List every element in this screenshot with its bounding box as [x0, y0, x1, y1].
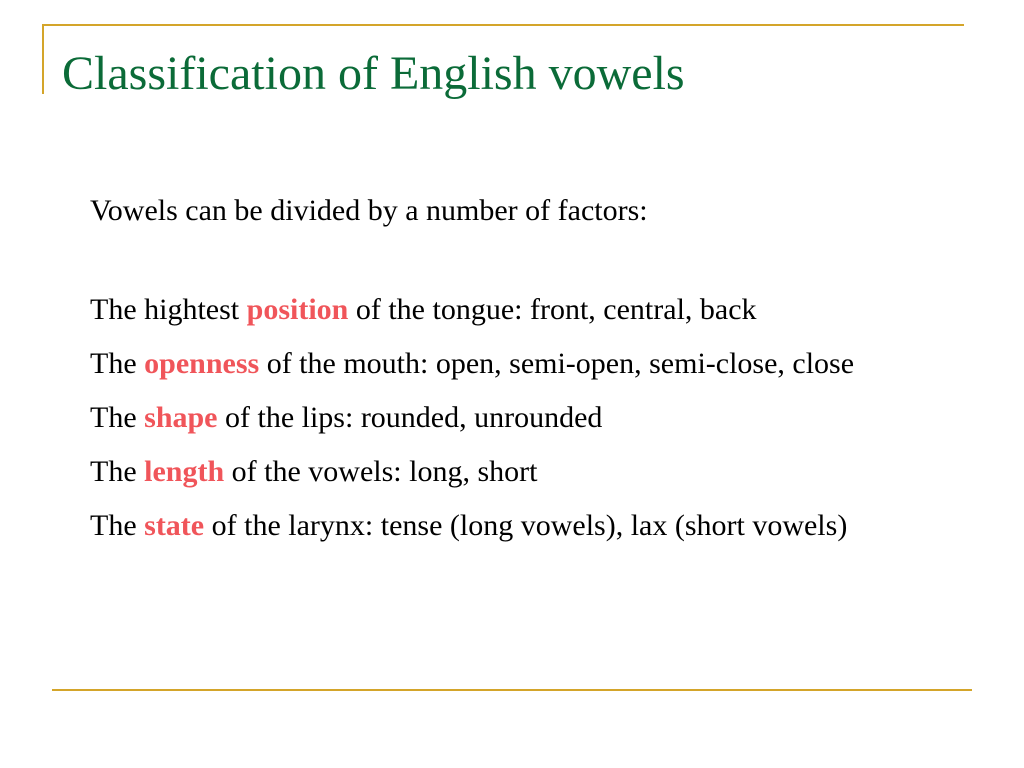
slide-title: Classification of English vowels [62, 47, 685, 100]
frame-left-rule [42, 24, 44, 94]
item-rest: of the larynx: tense (long vowels), lax (short vowels) [204, 509, 848, 542]
factor-item-position [90, 289, 970, 331]
frame-top-rule [42, 24, 964, 26]
item-rest: of the lips: rounded, unrounded [217, 401, 603, 434]
item-prefix: The hightest [90, 293, 247, 326]
keyword-shape: shape [144, 401, 218, 434]
item-prefix: The [90, 401, 145, 434]
factor-item-shape [90, 397, 970, 439]
keyword-position: position [246, 293, 349, 326]
intro-text: Vowels can be divided by a number of factors: [90, 194, 648, 227]
item-prefix: The [90, 347, 145, 380]
keyword-openness: openness [144, 347, 260, 380]
item-prefix: The [90, 455, 145, 488]
keyword-state: state [144, 509, 205, 542]
item-rest: of the mouth: open, semi-open, semi-close, close [259, 347, 855, 380]
factor-item-state [90, 505, 970, 547]
factor-item-length [90, 451, 970, 493]
keyword-length: length [144, 455, 225, 488]
factor-item-openness [90, 343, 970, 385]
item-rest: of the tongue: front, central, back [348, 293, 757, 326]
frame-bottom-rule [52, 689, 972, 691]
item-prefix: The [90, 509, 145, 542]
slide-body [90, 190, 970, 559]
item-rest: of the vowels: long, short [224, 455, 538, 488]
